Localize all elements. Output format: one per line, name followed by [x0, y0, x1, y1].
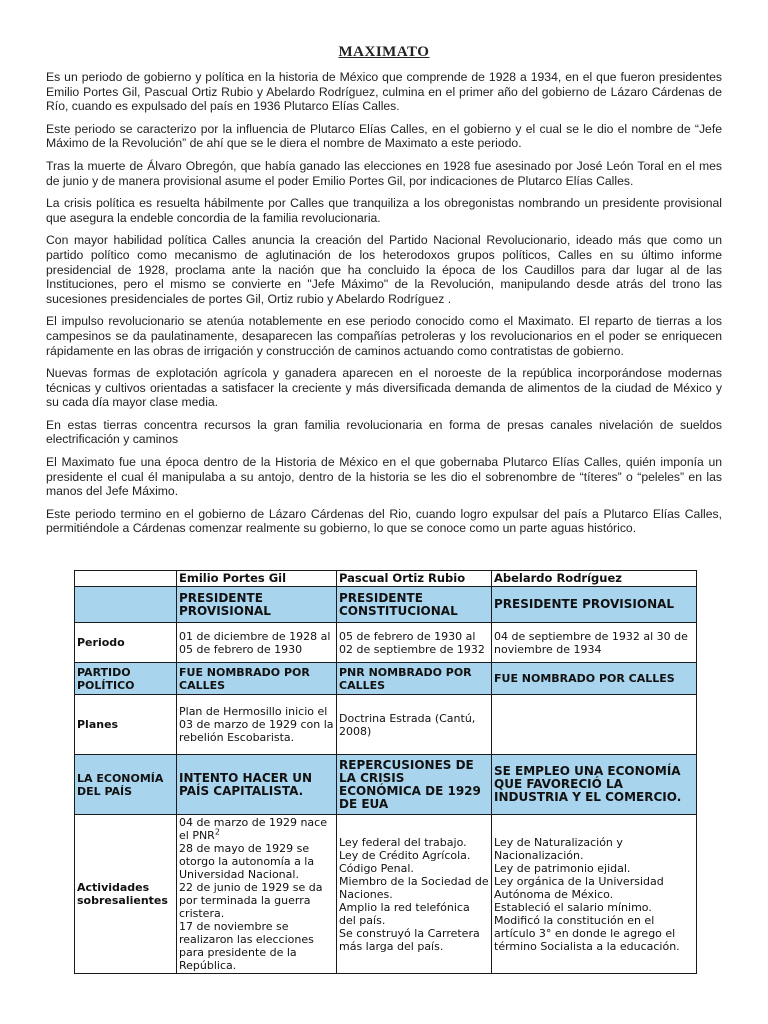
table-header-cell: Abelardo Rodríguez	[492, 571, 697, 587]
table-cell-activities	[177, 815, 337, 974]
table-cell: FUE NOMBRADO POR CALLES	[177, 663, 337, 695]
paragraph: Este periodo termino en el gobierno de Lázaro Cárdenas del Rio, cuando logro expulsar del país a Plutarco Elías Calles, permitiéndole a Cárdenas comenzar realmente su gobierno, lo que se conoce como un parte aguas histórico.	[46, 506, 722, 536]
table-cell: PRESIDENTE CONSTITUCIONAL	[337, 587, 492, 623]
table-cell	[75, 587, 177, 623]
activity-item: Ley de patrimonio ejidal.	[494, 861, 631, 875]
activity-item: Ley federal del trabajo.	[339, 835, 467, 849]
table-cell: REPERCUSIONES DE LA CRISIS ECONÓMICA DE 1929 DE EUA	[337, 755, 492, 815]
activity-item: Amplio la red telefónica del país.	[339, 900, 470, 927]
table-row-label: LA ECONOMÍA DEL PAÍS	[75, 755, 177, 815]
paragraph: Tras la muerte de Álvaro Obregón, que había ganado las elecciones en 1928 fue asesinado por José León Toral en el mes de junio y de manera provisional asume el poder Emilio Portes Gil, por indicaciones de Plutarco Elías Calles.	[46, 158, 722, 188]
activity-item: Se construyó la Carretera más larga del país.	[339, 926, 480, 953]
paragraph: En estas tierras concentra recursos la gran familia revolucionaria en forma de presas canales nivelación de sueldos electrificación y caminos	[46, 417, 722, 447]
table-cell: 04 de septiembre de 1932 al 30 de noviembre de 1934	[492, 623, 697, 663]
activity-item: Estableció el salario mínimo.	[494, 900, 652, 914]
table-cell: 05 de febrero de 1930 al 02 de septiembre de 1932	[337, 623, 492, 663]
paragraph: Este periodo se caracterizo por la influencia de Plutarco Elías Calles, en el gobierno y el cual se le dio el nombre de “Jefe Máximo de la Revolución” de ahí que se le diera el nombre de Maximato a este periodo.	[46, 121, 722, 151]
table-row-periodo	[75, 623, 697, 663]
table-cell: PRESIDENTE PROVISIONAL	[177, 587, 337, 623]
activity-item: Ley de Crédito Agrícola.	[339, 848, 471, 862]
table-row-label: Planes	[75, 695, 177, 755]
table-cell: 01 de diciembre de 1928 al 05 de febrero de 1930	[177, 623, 337, 663]
presidents-table	[74, 570, 697, 974]
activity-item: Modificó la constitución en el artículo 3° en donde le agrego el término Socialista a la educación.	[494, 913, 680, 953]
table-row-actividades	[75, 815, 697, 974]
table-header-cell: Pascual Ortiz Rubio	[337, 571, 492, 587]
activity-item: Código Penal.	[339, 861, 414, 875]
table-cell: PRESIDENTE PROVISIONAL	[492, 587, 697, 623]
paragraph: El Maximato fue una época dentro de la Historia de México en el que gobernaba Plutarco Elías Calles, quién imponía un presidente el cual él manipulaba a su antojo, dentro de la historia se les dio el sobrenombre de “títeres” o “peleles” en las manos del Jefe Máximo.	[46, 455, 722, 499]
table-row-label: Periodo	[75, 623, 177, 663]
footnote-mark: 2	[214, 827, 220, 837]
activity-item: Ley orgánica de la Universidad Autónoma de México.	[494, 874, 664, 901]
table-row-label: Actividades sobresalientes	[75, 815, 177, 974]
table-cell: FUE NOMBRADO POR CALLES	[492, 663, 697, 695]
activity-item: 22 de junio de 1929 se da por terminada la guerra cristera.	[179, 881, 323, 920]
table-cell: INTENTO HACER UN PAÍS CAPITALISTA.	[177, 755, 337, 815]
activity-item: Miembro de la Sociedad de Naciones.	[339, 874, 489, 901]
table-cell: SE EMPLEO UNA ECONOMÍA QUE FAVORECIÓ LA INDUSTRIA Y EL COMERCIO.	[492, 755, 697, 815]
activity-text: 04 de marzo de 1929 nace el PNR	[179, 816, 327, 842]
table-cell-activities	[492, 815, 697, 974]
table-row-label: PARTIDO POLÍTICO	[75, 663, 177, 695]
table-header-row	[75, 571, 697, 587]
table-row-economia	[75, 755, 697, 815]
document-title: MAXIMATO	[338, 44, 430, 60]
paragraph: La crisis política es resuelta hábilmente por Calles que tranquiliza a los obregonistas nombrando un presidente provisional que asegura la endeble concordia de la familia revolucionaria.	[46, 196, 722, 225]
table-cell: PNR NOMBRADO POR CALLES	[337, 663, 492, 695]
activity-item: Ley de Naturalización y Nacionalización.	[494, 835, 623, 862]
table-row-planes	[75, 695, 697, 755]
table-row-partido	[75, 663, 697, 695]
paragraph: Nuevas formas de explotación agrícola y ganadera aparecen en el noroeste de la república incorporándose modernas técnicas y cultivos orientadas a satisfacer la creciente y más diversificada demanda de alimentos de la ciudad de México y su cada día mayor clase media.	[46, 366, 722, 410]
activity-item	[179, 816, 334, 842]
table-cell-activities	[337, 815, 492, 974]
paragraph: Con mayor habilidad política Calles anuncia la creación del Partido Nacional Revolucionario, ideado más que como un partido político como mecanismo de aglutinación de los heterodoxos grupos políticos, Calles en su último informe presidencial de 1928, proclama ante la nación que ha concluido la época de los Caudillos para dar lugar al de las Instituciones, pero el mismo se convierte en "Jefe Máximo" de la Revolución, manipulando desde atrás del trono las sucesiones presidenciales de portes Gil, Ortiz rubio y Abelardo Rodríguez .	[46, 233, 722, 306]
paragraph: El impulso revolucionario se atenúa notablemente en ese periodo conocido como el Maximato. El reparto de tierras a los campesinos se da paulatinamente, desaparecen las compañías petroleras y los revolucionarios en el poder se enriquecen rápidamente en las obras de irrigación y construcción de caminos actuando como contratistas de gobierno.	[46, 314, 722, 358]
table-row-cargo	[75, 587, 697, 623]
table-cell	[492, 695, 697, 755]
table-cell: Doctrina Estrada (Cantú, 2008)	[337, 695, 492, 755]
table-header-cell: Emilio Portes Gil	[177, 571, 337, 587]
table-cell: Plan de Hermosillo inicio el 03 de marzo de 1929 con la rebelión Escobarista.	[177, 695, 337, 755]
body-text	[46, 70, 722, 544]
table-header-cell	[75, 571, 177, 587]
activity-item: 17 de noviembre se realizaron las elecciones para presidente de la República.	[179, 920, 314, 972]
activity-item: 28 de mayo de 1929 se otorgo la autonomía a la Universidad Nacional.	[179, 842, 315, 881]
paragraph: Es un periodo de gobierno y política en la historia de México que comprende de 1928 a 1934, en el que fueron presidentes Emilio Portes Gil, Pascual Ortiz Rubio y Abelardo Rodríguez, culmina en el primer año del gobierno de Lázaro Cárdenas de Río, cuando es expulsado del país en 1936 Plutarco Elías Calles.	[46, 70, 722, 114]
